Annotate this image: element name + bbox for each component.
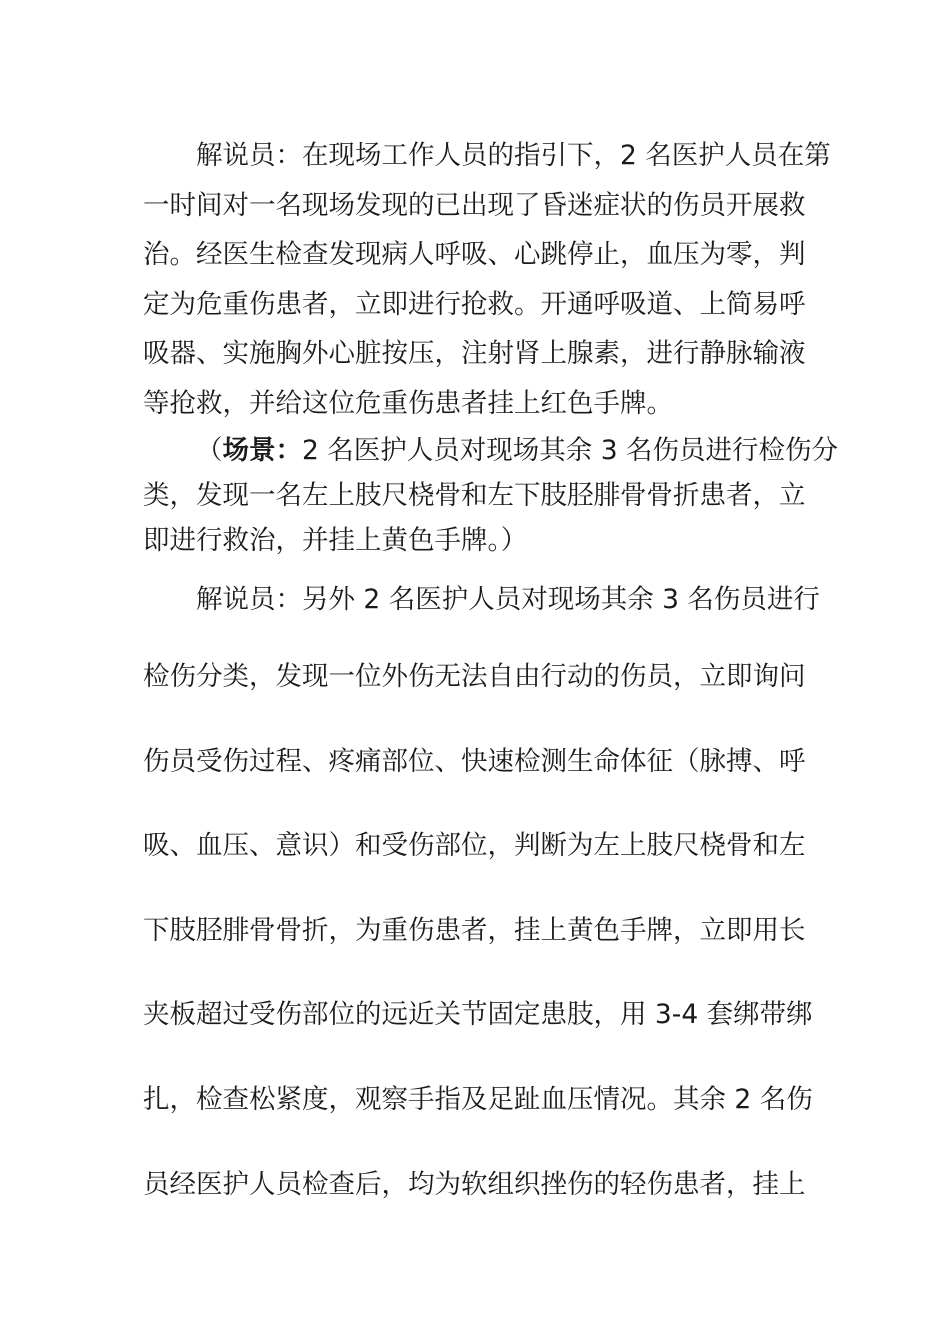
text-line: 扎，检查松紧度，观察手指及足趾血压情况。其余 2 名伤 (143, 1083, 813, 1115)
text-line: 检伤分类，发现一位外伤无法自由行动的伤员，立即询问 (143, 661, 806, 692)
text-line: 伤员受伤过程、疼痛部位、快速检测生命体征（脉搏、呼 (143, 745, 806, 777)
text-line (143, 428, 838, 473)
narrator-paragraph-2 (143, 577, 820, 1246)
text-line: 类，发现一名左上肢尺桡骨和左下肢胫腓骨骨折患者，立 (143, 480, 806, 511)
text-line: 定为危重伤患者，立即进行抢救。开通呼吸道、上简易呼 (143, 288, 806, 320)
text-line: 等抢救，并给这位危重伤患者挂上红色手牌。 (143, 387, 673, 419)
text-line: 吸、血压、意识）和受伤部位，判断为左上肢尺桡骨和左 (143, 830, 806, 862)
text-line: 解说员：另外 2 名医护人员对现场其余 3 名伤员进行 (196, 584, 820, 615)
text-line: 解说员：在现场工作人员的指引下，2 名医护人员在第 (196, 140, 831, 171)
text-line: 治。经医生检查发现病人呼吸、心跳停止，血压为零，判 (143, 239, 806, 270)
text-line: 夹板超过受伤部位的远近关节固定患肢，用 3-4 套绑带绑 (143, 999, 813, 1031)
scene-paragraph (143, 428, 838, 563)
text-line: 员经医护人员检查后，均为软组织挫伤的轻伤患者，挂上 (143, 1168, 806, 1200)
narrator-paragraph-1 (143, 131, 831, 428)
scene-label: 场景： (222, 435, 302, 466)
open-paren: （ (196, 435, 223, 466)
text-line: 吸器、实施胸外心脏按压，注射肾上腺素，进行静脉输液 (143, 338, 806, 369)
text-line: 下肢胫腓骨骨折，为重伤患者，挂上黄色手牌，立即用长 (143, 914, 806, 946)
scene-first-line-text: 2 名医护人员对现场其余 3 名伤员进行检伤分 (302, 435, 838, 466)
text-line: 即进行救治，并挂上黄色手牌。） (143, 525, 528, 556)
text-line: 一时间对一名现场发现的已出现了昏迷症状的伤员开展救 (143, 189, 806, 221)
